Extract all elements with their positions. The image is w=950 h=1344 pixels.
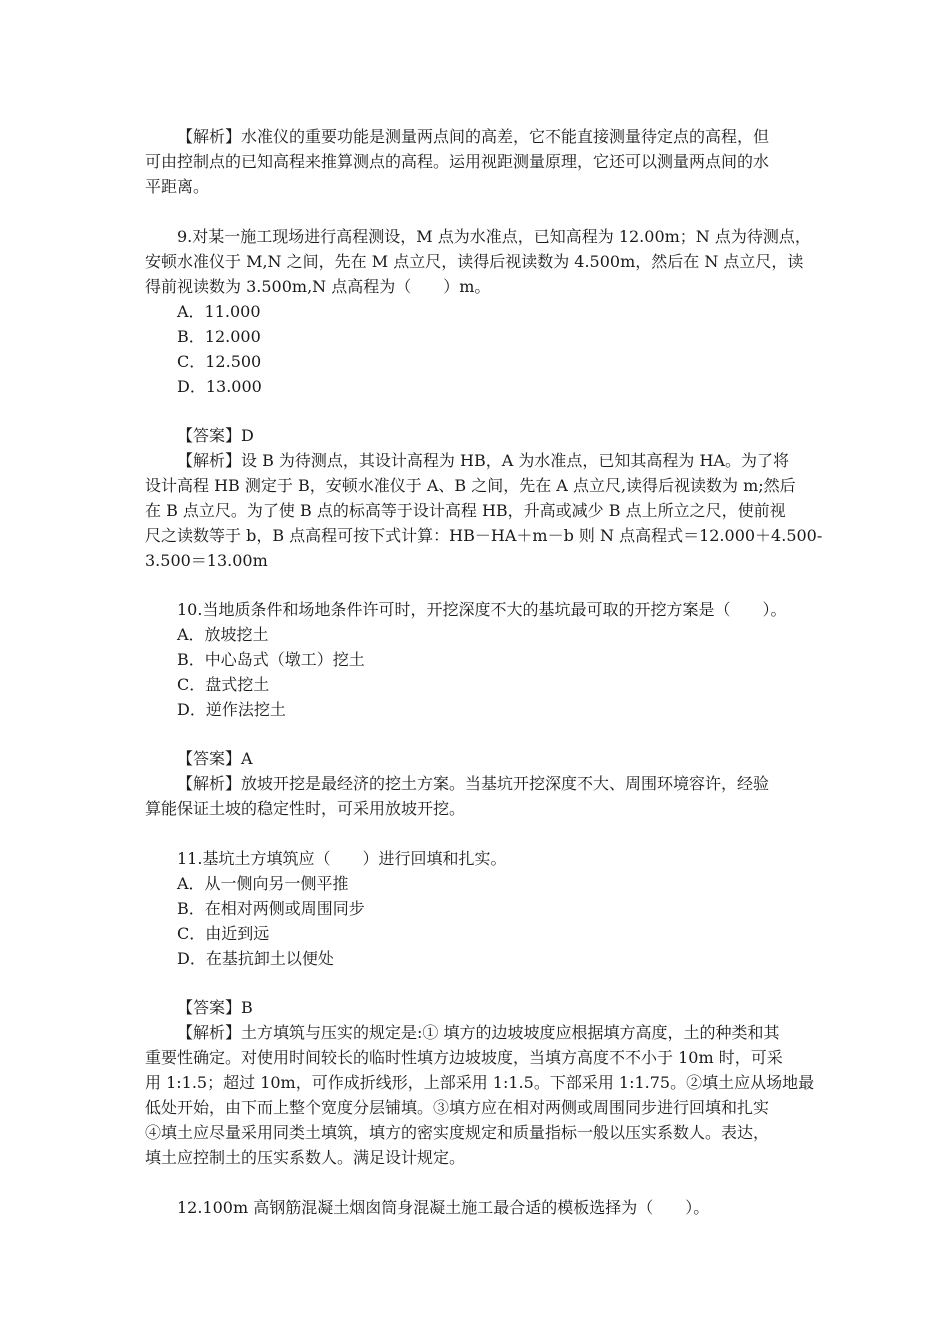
option-a: A．从一侧向另一侧平推 [177,874,349,893]
analysis-line: 填土应控制土的压实系数人。满足设计规定。 [145,1148,466,1167]
analysis-line: 算能保证土坡的稳定性时，可采用放坡开挖。 [145,799,466,818]
analysis-line: 可由控制点的已知高程来推算测点的高程。运用视距测量原理，它还可以测量两点间的水 [145,152,770,171]
option-a: A．11.000 [177,302,261,321]
question-stem: 10.当地质条件和场地条件许可时，开挖深度不大的基坑最可取的开挖方案是（ ）。 [177,600,787,619]
option-b: B．12.000 [177,327,261,346]
option-c: C．12.500 [177,352,262,371]
option-b: B．中心岛式（墩工）挖土 [177,650,365,669]
analysis-line: 3.500＝13.00m [145,551,268,570]
analysis-line: 低处开始，由下而上整个宽度分层铺填。③填方应在相对两侧或周围同步进行回填和扎实 [145,1098,770,1117]
answer-line: 【答案】D [177,426,254,445]
question-stem: 9.对某一施工现场进行高程测设，M 点为水准点，已知高程为 12.00m；N 点为待测点， [177,227,811,246]
analysis-line: 【解析】土方填筑与压实的规定是:① 填方的边坡坡度应根据填方高度，土的种类和其 [177,1023,780,1042]
question-stem: 11.基坑土方填筑应（ ）进行回填和扎实。 [177,849,507,868]
analysis-line: 设计高程 HB 测定于 B，安顿水准仪于 A、B 之间，先在 A 点立尺,读得后视读数为 m;然后 [145,476,796,495]
analysis-line: 用 1:1.5；超过 10m，可作成折线形，上部采用 1:1.5。下部采用 1:1.75。②填土应从场地最 [145,1073,815,1092]
option-a: A．放坡挖土 [177,625,269,644]
option-d: D．逆作法挖土 [177,700,286,719]
answer-line: 【答案】A [177,749,253,768]
question-stem: 得前视读数为 3.500m,N 点高程为（ ）m。 [145,277,491,296]
analysis-line: ④填土应尽量采用同类土填筑，填方的密实度规定和质量指标一般以压实系数人。表达， [145,1123,770,1142]
analysis-line: 平距离。 [145,177,210,196]
analysis-line: 尺之读数等于 b，B 点高程可按下式计算：HB－HA＋m－b 则 N 点高程式＝12.000＋4.500- [145,526,823,545]
option-c: C．由近到远 [177,924,270,943]
option-c: C．盘式挖土 [177,675,270,694]
answer-line: 【答案】B [177,998,253,1017]
option-d: D．在基抗卸土以便处 [177,949,334,968]
analysis-line: 在 B 点立尺。为了使 B 点的标高等于设计高程 HB，升高或减少 B 点上所立之尺，使前视 [145,501,786,520]
question-stem: 12.100m 高钢筋混凝土烟囱筒身混凝土施工最合适的模板选择为（ ）。 [177,1198,710,1217]
option-d: D．13.000 [177,377,262,396]
analysis-line: 【解析】水准仪的重要功能是测量两点间的高差，它不能直接测量待定点的高程，但 [177,127,770,146]
analysis-line: 【解析】放坡开挖是最经济的挖土方案。当基坑开挖深度不大、周围环境容许，经验 [177,774,770,793]
option-b: B．在相对两侧或周围同步 [177,899,365,918]
analysis-line: 重要性确定。对使用时间较长的临时性填方边坡坡度，当填方高度不不小于 10m 时，可采 [145,1048,783,1067]
analysis-line: 【解析】设 B 为待测点，其设计高程为 HB，A 为水准点，已知其高程为 HA。为了将 [177,451,789,470]
question-stem: 安顿水准仪于 M,N 之间，先在 M 点立尺，读得后视读数为 4.500m，然后在 N 点立尺，读 [145,252,804,271]
